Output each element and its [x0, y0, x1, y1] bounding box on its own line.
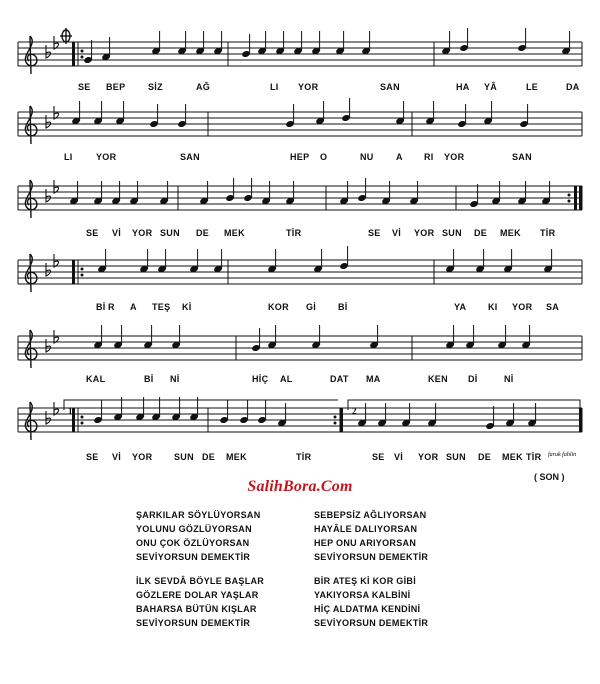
lyric-syllable: TİR — [296, 452, 312, 462]
repeat-end-bar — [340, 408, 343, 432]
lyric-syllable: YOR — [298, 82, 319, 92]
lyric-syllable: LI — [64, 152, 73, 162]
second-ending-label: 2 — [352, 406, 357, 416]
lyric-syllable: YOR — [414, 228, 435, 238]
lyric-syllable: Bİ — [144, 374, 154, 384]
lyric-syllable: Bİ — [338, 302, 348, 312]
verse-right-1 — [314, 508, 428, 564]
lyric-syllable: R — [108, 302, 115, 312]
lyric-syllable: YOR — [132, 228, 153, 238]
lyric-syllable: RI — [424, 152, 434, 162]
repeat-dot — [568, 200, 571, 203]
lyric-syllable: Vİ — [112, 452, 122, 462]
end-marker: ( SON ) — [534, 472, 565, 482]
staff-3 — [18, 178, 582, 218]
lyric-syllable: YOR — [96, 152, 117, 162]
lyric-syllable: DAT — [330, 374, 349, 384]
lyric-syllable: A — [130, 302, 137, 312]
verse-line: HİÇ ALDATMA KENDİNİ — [314, 604, 421, 614]
repeat-dot — [334, 422, 337, 425]
repeat-start-bar — [72, 42, 75, 66]
lyric-syllable: SE — [86, 228, 99, 238]
verse-right-2 — [314, 574, 428, 630]
lyric-syllable: Gİ — [306, 302, 317, 312]
first-ending-label: 1 — [68, 406, 73, 416]
lyric-syllable: HEP — [290, 152, 310, 162]
lyric-syllable: MEK — [226, 452, 247, 462]
lyric-syllable: KEN — [428, 374, 448, 384]
final-barline — [579, 408, 582, 432]
lyric-syllable: MEK — [500, 228, 521, 238]
verse-line: SEVİYORSUN DEMEKTİR — [314, 552, 429, 562]
lyric-syllable: O — [320, 152, 328, 162]
lyric-syllable: SUN — [160, 228, 180, 238]
lyric-syllable: KAL — [86, 374, 106, 384]
repeat-dot — [568, 194, 571, 197]
lyric-syllable: TİR — [526, 452, 542, 462]
lyric-syllable: Kİ — [182, 302, 192, 312]
lyric-syllable: SUN — [446, 452, 466, 462]
verse-line: ŞARKILAR SÖYLÜYORSAN — [136, 510, 261, 520]
lyric-syllable: NU — [360, 152, 374, 162]
lyric-syllable: MA — [366, 374, 381, 384]
verse-line: BİR ATEŞ Kİ KOR GİBİ — [314, 576, 417, 586]
verse-line: SEVİYORSUN DEMEKTİR — [136, 552, 251, 562]
verse-line: İLK SEVDÂ BÖYLE BAŞLAR — [136, 576, 265, 586]
lyric-syllable: SE — [372, 452, 385, 462]
lyric-syllable: SUN — [442, 228, 462, 238]
flat-icon — [46, 45, 51, 58]
verse-line: SEVİYORSUN DEMEKTİR — [314, 618, 429, 628]
lyric-syllable: AĞ — [196, 82, 211, 92]
staff-6 — [18, 397, 582, 440]
lyric-syllable: YA — [454, 302, 467, 312]
lyric-syllable: TİR — [286, 228, 302, 238]
lyric-syllable: Vİ — [392, 228, 402, 238]
verse-line: YAKIYORSA KALBİNİ — [314, 590, 411, 600]
lyric-syllable: MEK — [502, 452, 523, 462]
lyric-syllable: HİÇ — [252, 374, 269, 384]
lyric-syllable: YOR — [512, 302, 533, 312]
lyric-syllable: SUN — [174, 452, 194, 462]
lyric-syllable: SA — [546, 302, 560, 312]
lyric-syllable: SE — [86, 452, 99, 462]
lyric-syllable: MEK — [224, 228, 245, 238]
lyric-syllable: YOR — [132, 452, 153, 462]
lyric-syllable: SE — [78, 82, 91, 92]
repeat-start-bar — [72, 260, 75, 284]
verse-line: SEVİYORSUN DEMEKTİR — [136, 618, 251, 628]
lyric-syllable: KI — [488, 302, 498, 312]
flat-icon — [46, 189, 51, 202]
verse-line: ONU ÇOK ÖZLÜYORSAN — [136, 538, 250, 548]
lyric-syllable: YÂ — [484, 82, 498, 92]
lyric-syllable: SE — [368, 228, 381, 238]
lyric-syllable: KOR — [268, 302, 289, 312]
repeat-dot — [81, 274, 84, 277]
lyric-syllable: Bİ — [96, 302, 106, 312]
lyric-syllable: HA — [456, 82, 470, 92]
repeat-dot — [81, 56, 84, 59]
lyric-syllable: YOR — [444, 152, 465, 162]
repeat-dot — [81, 268, 84, 271]
lyric-syllable: SİZ — [148, 82, 163, 92]
verse-left-1 — [136, 508, 261, 564]
staff-1 — [18, 28, 582, 74]
verse-line: YOLUNU GÖZLÜYORSAN — [136, 524, 252, 534]
lyric-syllable: Dİ — [468, 374, 478, 384]
lyric-syllable: SAN — [180, 152, 200, 162]
verse-line: GÖZLERE DOLAR YAŞLAR — [136, 590, 259, 600]
final-barline — [579, 186, 582, 210]
lyric-syllable: DE — [196, 228, 210, 238]
verse-line: BAHARSA BÜTÜN KIŞLAR — [136, 604, 257, 614]
flat-icon — [46, 411, 51, 424]
lyric-syllable: LI — [270, 82, 279, 92]
verse-left-2 — [136, 574, 264, 630]
repeat-dot — [81, 416, 84, 419]
flat-icon — [46, 339, 51, 352]
lyric-syllable: Nİ — [170, 374, 180, 384]
flat-icon — [46, 115, 51, 128]
staff-4 — [18, 246, 582, 292]
lyric-syllable: Vİ — [112, 228, 122, 238]
staff-2 — [18, 98, 582, 144]
lyric-syllable: BEP — [106, 82, 126, 92]
lyric-syllable: SAN — [380, 82, 400, 92]
arranger-signature: faruk fahlin — [548, 452, 577, 458]
repeat-dot — [81, 50, 84, 53]
repeat-dot — [81, 422, 84, 425]
lyric-syllable: Nİ — [504, 374, 514, 384]
lyric-syllable: TEŞ — [152, 302, 171, 312]
lyric-syllable: A — [396, 152, 403, 162]
staff-5 — [18, 325, 582, 368]
lyric-syllable: DE — [202, 452, 216, 462]
lyric-syllable: YOR — [418, 452, 439, 462]
repeat-end-bar — [574, 186, 577, 210]
lyric-syllable: DA — [566, 82, 580, 92]
lyric-syllable: LE — [526, 82, 539, 92]
repeat-dot — [334, 416, 337, 419]
lyric-syllable: DE — [474, 228, 488, 238]
lyric-syllable: AL — [280, 374, 293, 384]
flat-icon — [46, 263, 51, 276]
verse-line: HAYÂLE DALIYORSAN — [314, 524, 418, 534]
watermark-logo: SalihBora.Com — [247, 478, 353, 495]
verse-line: SEBEPSİZ AĞLIYORSAN — [314, 510, 427, 520]
lyric-syllable: Vİ — [394, 452, 404, 462]
lyric-syllable: DE — [478, 452, 492, 462]
lyric-syllable: TİR — [540, 228, 556, 238]
verse-line: HEP ONU ARIYORSAN — [314, 538, 417, 548]
lyric-syllable: SAN — [512, 152, 532, 162]
